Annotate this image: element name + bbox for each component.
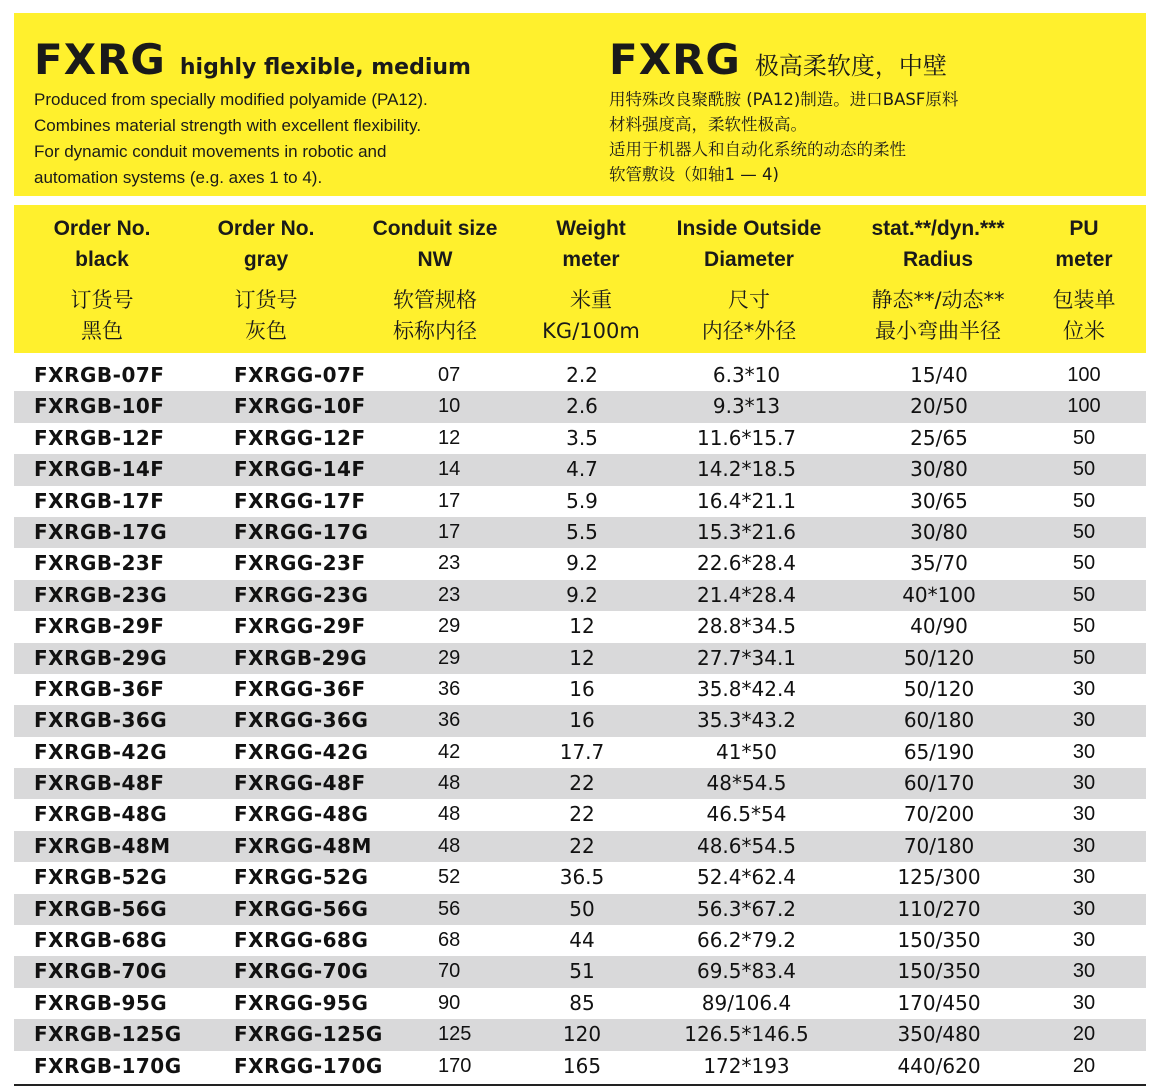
packing-unit-cell: 30	[1072, 740, 1096, 763]
bend-radius-cell: 40/90	[910, 614, 968, 639]
bend-radius-cell: 20/50	[910, 394, 968, 419]
bend-radius-cell: 25/65	[910, 425, 968, 450]
bend-radius-cell: 350/480	[897, 1022, 981, 1047]
weight-per-meter-cell: 165	[562, 1053, 602, 1078]
inside-outside-diameter-cell: 16.4*21.1	[696, 488, 797, 513]
weight-per-meter-cell: 12	[569, 614, 595, 639]
order-no-black-cell: FXRGB-170G	[34, 1053, 182, 1078]
order-no-black-cell: FXRGB-70G	[34, 959, 168, 984]
table-row	[14, 517, 1146, 548]
weight-per-meter-cell: 9.2	[566, 582, 598, 607]
conduit-size-nw-cell: 36	[438, 709, 461, 732]
packing-unit-cell: 30	[1072, 960, 1096, 983]
table-row	[14, 831, 1146, 862]
bend-radius-cell: 110/270	[897, 896, 981, 921]
table-row	[14, 454, 1146, 485]
bend-radius-cell: 150/350	[897, 959, 981, 984]
weight-per-meter-cell: 85	[569, 990, 595, 1015]
intro-en-line: For dynamic conduit movements in robotic and	[34, 142, 387, 161]
order-no-gray-cell: FXRGG-36G	[234, 708, 369, 733]
weight-per-meter-cell: 5.9	[566, 488, 598, 513]
tagline-cn: 极高柔软度，中壁	[754, 52, 947, 80]
table-row	[14, 580, 1146, 611]
packing-unit-cell: 100	[1067, 395, 1101, 418]
header-order-gray	[196, 205, 336, 353]
bend-radius-cell: 65/190	[903, 739, 975, 764]
intro-en-description	[34, 87, 594, 191]
packing-unit-cell: 30	[1072, 866, 1096, 889]
inside-outside-diameter-cell: 56.3*67.2	[696, 896, 797, 921]
conduit-size-nw-cell: 17	[438, 520, 461, 543]
header-label-cn: 最小弯曲半径	[875, 319, 1001, 343]
order-no-black-cell: FXRGB-29G	[34, 645, 168, 670]
table-header	[14, 205, 1146, 353]
intro-en-heading	[34, 35, 594, 85]
weight-per-meter-cell: 22	[569, 771, 595, 796]
inside-outside-diameter-cell: 126.5*146.5	[684, 1022, 809, 1047]
intro-cn-line: 适用于机器人和自动化系统的动态的柔性	[609, 140, 906, 159]
intro-chinese	[609, 35, 1129, 187]
packing-unit-cell: 20	[1072, 1023, 1096, 1046]
conduit-size-nw-cell: 17	[438, 489, 461, 512]
conduit-size-nw-cell: 42	[438, 740, 461, 763]
inside-outside-diameter-cell: 9.3*13	[712, 394, 781, 419]
header-label: NW	[417, 248, 453, 271]
tagline-en: highly flexible, medium	[179, 55, 471, 80]
weight-per-meter-cell: 22	[569, 833, 595, 858]
header-label-cn: 位米	[1063, 319, 1105, 343]
intro-cn-line: 用特殊改良聚酰胺 (PA12)制造。进口BASF原料	[609, 90, 959, 109]
inside-outside-diameter-cell: 89/106.4	[701, 990, 792, 1015]
order-no-black-cell: FXRGB-68G	[34, 928, 168, 953]
table-row	[14, 956, 1146, 987]
inside-outside-diameter-cell: 66.2*79.2	[696, 928, 797, 953]
table-row	[14, 894, 1146, 925]
header-label: Radius	[902, 248, 973, 271]
packing-unit-cell: 30	[1072, 834, 1096, 857]
order-no-black-cell: FXRGB-14F	[34, 457, 165, 482]
header-label: Weight	[556, 217, 626, 240]
order-no-gray-cell: FXRGG-42G	[234, 739, 369, 764]
intro-en-line: automation systems (e.g. axes 1 to 4).	[34, 168, 323, 187]
order-no-black-cell: FXRGB-95G	[34, 990, 168, 1015]
table-row	[14, 862, 1146, 893]
packing-unit-cell: 50	[1072, 583, 1096, 606]
header-label: Diameter	[704, 248, 794, 271]
inside-outside-diameter-cell: 35.3*43.2	[696, 708, 797, 733]
header-label-cn: 米重	[570, 288, 612, 312]
brand-title-en: FXRG	[34, 35, 166, 84]
table-row	[14, 486, 1146, 517]
conduit-size-nw-cell: 23	[438, 583, 461, 606]
inside-outside-diameter-cell: 21.4*28.4	[696, 582, 797, 607]
order-no-gray-cell: FXRGG-68G	[234, 928, 369, 953]
weight-per-meter-cell: 12	[569, 645, 595, 670]
header-order-black	[32, 205, 172, 353]
inside-outside-diameter-cell: 11.6*15.7	[696, 425, 797, 450]
order-no-gray-cell: FXRGG-48M	[234, 833, 372, 858]
inside-outside-diameter-cell: 28.8*34.5	[696, 614, 797, 639]
weight-per-meter-cell: 16	[569, 676, 595, 701]
header-label-cn: 订货号	[234, 288, 298, 312]
inside-outside-diameter-cell: 22.6*28.4	[696, 551, 797, 576]
order-no-black-cell: FXRGB-56G	[34, 896, 168, 921]
order-no-gray-cell: FXRGG-23F	[234, 551, 366, 576]
table-row	[14, 737, 1146, 768]
bend-radius-cell: 60/180	[903, 708, 975, 733]
order-no-gray-cell: FXRGB-29G	[234, 645, 368, 670]
conduit-size-nw-cell: 10	[438, 395, 461, 418]
order-no-black-cell: FXRGB-12F	[34, 425, 165, 450]
order-no-gray-cell: FXRGG-10F	[234, 394, 366, 419]
inside-outside-diameter-cell: 69.5*83.4	[696, 959, 797, 984]
order-no-gray-cell: FXRGG-48F	[234, 771, 366, 796]
conduit-size-nw-cell: 170	[438, 1054, 472, 1077]
weight-per-meter-cell: 3.5	[566, 425, 598, 450]
packing-unit-cell: 50	[1072, 552, 1096, 575]
table-row	[14, 1019, 1146, 1050]
bend-radius-cell: 50/120	[903, 676, 975, 701]
inside-outside-diameter-cell: 48.6*54.5	[696, 833, 797, 858]
intro-cn-line: 软管敷设（如轴1 — 4)	[609, 165, 779, 184]
packing-unit-cell: 30	[1072, 991, 1096, 1014]
header-diameter	[664, 205, 834, 353]
order-no-black-cell: FXRGB-36F	[34, 676, 165, 701]
header-label-cn: 内径*外径	[701, 319, 797, 343]
order-no-black-cell: FXRGB-17G	[34, 519, 168, 544]
bend-radius-cell: 440/620	[897, 1053, 981, 1078]
inside-outside-diameter-cell: 6.3*10	[712, 363, 781, 387]
table-row	[14, 674, 1146, 705]
inside-outside-diameter-cell: 14.2*18.5	[696, 457, 797, 482]
intro-english	[34, 35, 594, 191]
header-label-cn: 标称内径	[393, 319, 477, 343]
order-no-black-cell: FXRGB-42G	[34, 739, 168, 764]
order-no-gray-cell: FXRGG-52G	[234, 865, 369, 890]
bend-radius-cell: 125/300	[897, 865, 981, 890]
weight-per-meter-cell: 36.5	[559, 865, 605, 890]
header-pu	[1044, 205, 1124, 353]
header-label-cn: 包装单	[1052, 288, 1116, 312]
table-row	[14, 768, 1146, 799]
conduit-size-nw-cell: 70	[438, 960, 461, 983]
header-label-cn: 黑色	[81, 319, 123, 343]
packing-unit-cell: 30	[1072, 929, 1096, 952]
header-label-cn: 尺寸	[728, 288, 770, 312]
order-no-gray-cell: FXRGG-125G	[234, 1022, 383, 1047]
conduit-size-nw-cell: 56	[438, 897, 461, 920]
table-body	[14, 360, 1146, 1082]
inside-outside-diameter-cell: 27.7*34.1	[696, 645, 797, 670]
table-row	[14, 799, 1146, 830]
inside-outside-diameter-cell: 52.4*62.4	[696, 865, 797, 890]
conduit-size-nw-cell: 48	[438, 803, 461, 826]
bend-radius-cell: 15/40	[910, 363, 968, 387]
bend-radius-cell: 70/180	[903, 833, 975, 858]
header-label-cn: KG/100m	[542, 319, 640, 343]
product-banner	[14, 13, 1146, 196]
conduit-size-nw-cell: 36	[438, 677, 461, 700]
packing-unit-cell: 100	[1067, 364, 1101, 386]
inside-outside-diameter-cell: 46.5*54	[706, 802, 787, 827]
weight-per-meter-cell: 44	[569, 928, 595, 953]
order-no-gray-cell: FXRGG-14F	[234, 457, 366, 482]
weight-per-meter-cell: 5.5	[566, 519, 598, 544]
order-no-gray-cell: FXRGG-56G	[234, 896, 369, 921]
packing-unit-cell: 50	[1072, 489, 1096, 512]
order-no-black-cell: FXRGB-36G	[34, 708, 168, 733]
header-label: meter	[562, 248, 620, 271]
bend-radius-cell: 30/80	[910, 457, 968, 482]
header-label: PU	[1069, 217, 1099, 240]
packing-unit-cell: 50	[1072, 615, 1096, 638]
order-no-black-cell: FXRGB-07F	[34, 363, 165, 387]
inside-outside-diameter-cell: 41*50	[716, 739, 777, 764]
conduit-size-nw-cell: 29	[438, 615, 461, 638]
table-row	[14, 988, 1146, 1019]
bend-radius-cell: 60/170	[903, 771, 975, 796]
weight-per-meter-cell: 2.6	[566, 394, 598, 419]
order-no-gray-cell: FXRGG-17F	[234, 488, 366, 513]
order-no-gray-cell: FXRGG-12F	[234, 425, 366, 450]
inside-outside-diameter-cell: 35.8*42.4	[696, 676, 797, 701]
bend-radius-cell: 150/350	[897, 928, 981, 953]
weight-per-meter-cell: 17.7	[559, 739, 605, 764]
weight-per-meter-cell: 9.2	[566, 551, 598, 576]
weight-per-meter-cell: 51	[569, 959, 595, 984]
conduit-size-nw-cell: 48	[438, 834, 461, 857]
packing-unit-cell: 20	[1072, 1054, 1096, 1077]
table-row	[14, 548, 1146, 579]
order-no-black-cell: FXRGB-48F	[34, 771, 165, 796]
header-label: meter	[1055, 248, 1113, 271]
header-label-cn: 订货号	[70, 288, 134, 312]
bend-radius-cell: 30/80	[910, 519, 968, 544]
header-label-cn: 静态**/动态**	[871, 288, 1005, 312]
header-label: Order No.	[53, 217, 151, 240]
header-label: stat.**/dyn.***	[871, 217, 1005, 240]
table-row	[14, 643, 1146, 674]
conduit-size-nw-cell: 90	[438, 991, 461, 1014]
table-row	[14, 423, 1146, 454]
table-row	[14, 611, 1146, 642]
weight-per-meter-cell: 22	[569, 802, 595, 827]
conduit-size-nw-cell: 29	[438, 646, 461, 669]
header-label-cn: 软管规格	[393, 288, 477, 312]
intro-cn-line: 材料强度高，柔软性极高。	[609, 115, 807, 134]
inside-outside-diameter-cell: 172*193	[703, 1053, 790, 1078]
brand-title-cn: FXRG	[609, 35, 741, 84]
order-no-gray-cell: FXRGG-48G	[234, 802, 369, 827]
weight-per-meter-cell: 4.7	[566, 457, 598, 482]
conduit-size-nw-cell: 07	[438, 364, 461, 386]
header-label: Inside Outside	[676, 217, 822, 240]
bend-radius-cell: 50/120	[903, 645, 975, 670]
packing-unit-cell: 30	[1072, 677, 1096, 700]
header-label-cn: 灰色	[245, 319, 287, 343]
table-row	[14, 391, 1146, 422]
packing-unit-cell: 50	[1072, 426, 1096, 449]
order-no-black-cell: FXRGB-29F	[34, 614, 165, 639]
order-no-gray-cell: FXRGG-07F	[234, 363, 366, 387]
packing-unit-cell: 50	[1072, 520, 1096, 543]
inside-outside-diameter-cell: 15.3*21.6	[696, 519, 797, 544]
conduit-size-nw-cell: 48	[438, 772, 461, 795]
weight-per-meter-cell: 2.2	[566, 363, 598, 387]
order-no-gray-cell: FXRGG-36F	[234, 676, 366, 701]
order-no-gray-cell: FXRGG-95G	[234, 990, 369, 1015]
header-label: Conduit size	[372, 217, 498, 240]
order-no-black-cell: FXRGB-125G	[34, 1022, 182, 1047]
packing-unit-cell: 50	[1072, 646, 1096, 669]
conduit-size-nw-cell: 14	[438, 458, 461, 481]
bottom-divider	[14, 1084, 1146, 1086]
order-no-black-cell: FXRGB-48G	[34, 802, 168, 827]
header-radius	[848, 205, 1028, 353]
conduit-size-nw-cell: 12	[438, 426, 461, 449]
header-label: gray	[243, 248, 289, 271]
order-no-gray-cell: FXRGG-70G	[234, 959, 369, 984]
table-row	[14, 705, 1146, 736]
packing-unit-cell: 30	[1072, 772, 1096, 795]
header-label: black	[75, 248, 129, 271]
packing-unit-cell: 30	[1072, 897, 1096, 920]
packing-unit-cell: 50	[1072, 458, 1096, 481]
bend-radius-cell: 35/70	[910, 551, 968, 576]
table-row	[14, 360, 1146, 391]
order-no-black-cell: FXRGB-17F	[34, 488, 165, 513]
intro-en-line: Produced from specially modified polyamide (PA12).	[34, 90, 428, 109]
order-no-gray-cell: FXRGG-23G	[234, 582, 369, 607]
table-row	[14, 925, 1146, 956]
intro-cn-heading	[609, 35, 1129, 85]
weight-per-meter-cell: 120	[562, 1022, 602, 1047]
order-no-black-cell: FXRGB-52G	[34, 865, 168, 890]
table-row	[14, 1051, 1146, 1082]
order-no-black-cell: FXRGB-48M	[34, 833, 171, 858]
header-weight	[526, 205, 656, 353]
conduit-size-nw-cell: 23	[438, 552, 461, 575]
order-no-black-cell: FXRGB-23G	[34, 582, 168, 607]
intro-cn-description	[609, 87, 1129, 187]
conduit-size-nw-cell: 52	[438, 866, 461, 889]
bend-radius-cell: 30/65	[910, 488, 968, 513]
intro-en-line: Combines material strength with excellent flexibility.	[34, 116, 422, 135]
header-conduit-size	[360, 205, 510, 353]
conduit-size-nw-cell: 68	[438, 929, 461, 952]
order-no-gray-cell: FXRGG-17G	[234, 519, 369, 544]
conduit-size-nw-cell: 125	[438, 1023, 472, 1046]
order-no-black-cell: FXRGB-10F	[34, 394, 165, 419]
bend-radius-cell: 40*100	[902, 582, 976, 607]
weight-per-meter-cell: 50	[569, 896, 595, 921]
header-label: Order No.	[217, 217, 315, 240]
bend-radius-cell: 70/200	[903, 802, 975, 827]
packing-unit-cell: 30	[1072, 709, 1096, 732]
inside-outside-diameter-cell: 48*54.5	[706, 771, 787, 796]
packing-unit-cell: 30	[1072, 803, 1096, 826]
weight-per-meter-cell: 16	[569, 708, 595, 733]
bend-radius-cell: 170/450	[897, 990, 981, 1015]
order-no-gray-cell: FXRGG-29F	[234, 614, 366, 639]
order-no-black-cell: FXRGB-23F	[34, 551, 165, 576]
order-no-gray-cell: FXRGG-170G	[234, 1053, 383, 1078]
